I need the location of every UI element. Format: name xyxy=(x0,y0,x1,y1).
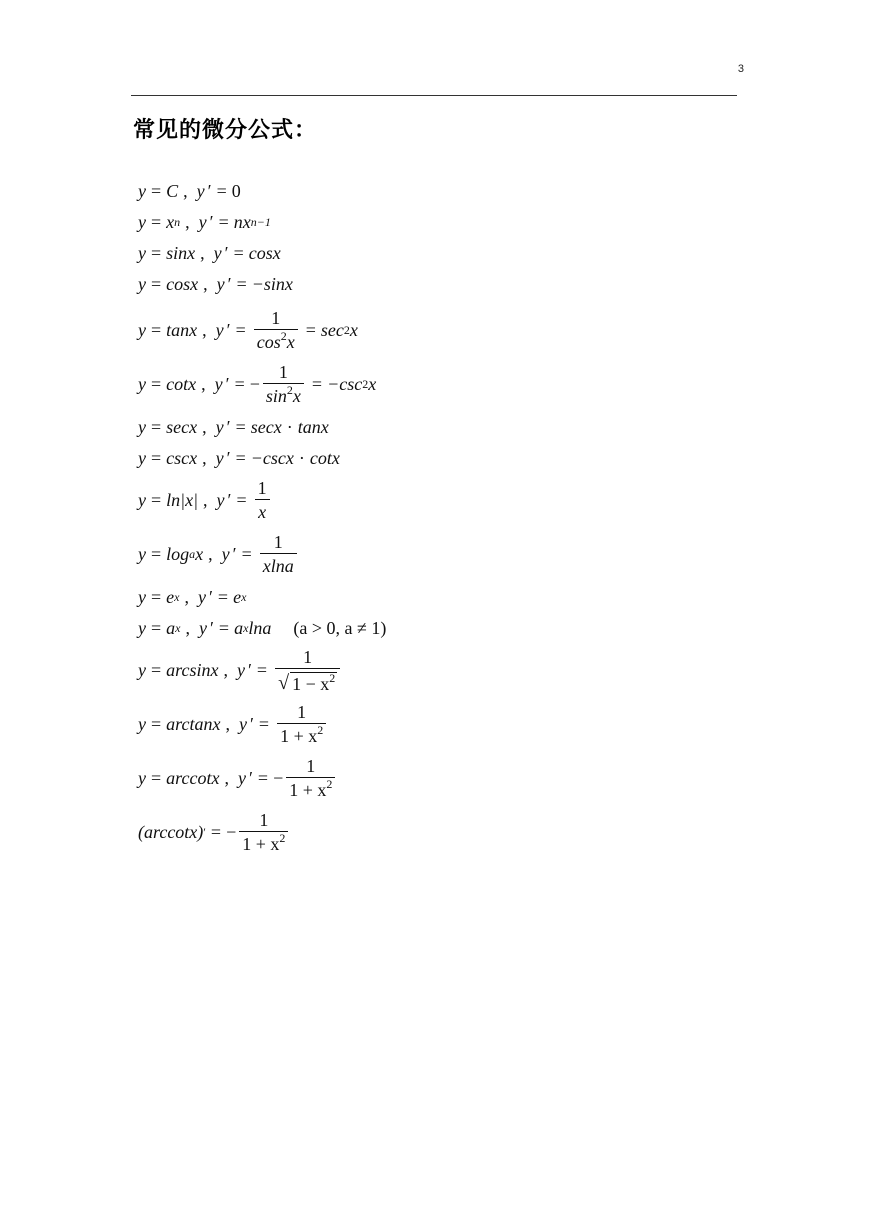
page-title: 常见的微分公式： xyxy=(133,118,318,143)
fraction: $\frac{1}{1 + x^2}$ xyxy=(286,757,335,799)
fraction: $\frac{1}{\cos^2x}$ xyxy=(254,309,298,351)
formula-csc: y = cscx , y ′ = −cscx · cotx xyxy=(138,447,340,468)
header-rule xyxy=(131,95,737,96)
formula-exp: y = e x , y ′ = e x xyxy=(138,586,247,607)
page-number: 3 xyxy=(737,63,744,75)
fraction: 1 √ $1 - x^2$ xyxy=(275,648,340,693)
formula-constant: y = C , y ′ = 0 xyxy=(138,180,241,201)
formula-cot: y = cotx , y ′ = − $\frac{1}{\sin^2x}$ = −csc 2 x xyxy=(138,362,377,406)
formula-power: y = x n , y ′ = nx n−1 xyxy=(138,211,271,232)
formula-log: y = log a x , y ′ = $\frac{1}{xlna}$ xyxy=(138,527,738,581)
formula-sin: y = sinx , y ′ = cosx xyxy=(138,242,281,263)
formula-arccot-prime: (arccotx) ′ = − $\frac{1}{1 + x^2}$ xyxy=(138,805,738,859)
formula-ln: y = ln|x| , y ′ = $\frac{1}{x}$ xyxy=(138,473,738,527)
fraction: $\frac{1}{xlna}$ xyxy=(260,533,297,575)
fraction: $\frac{1}{x}$ xyxy=(255,479,270,521)
formula-general-exp: y = a x , y ′ = a x lna (a > 0, a ≠ 1) xyxy=(138,617,387,638)
fraction: $\frac{1}{1 + x^2}$ xyxy=(239,811,288,853)
formula-tan: y = tanx , y ′ = $\frac{1}{\cos^2x}$ = sec 2 x xyxy=(138,308,358,352)
fraction: $\frac{1}{\sin^2x}$ xyxy=(263,363,304,405)
formula-arccot: y = arccotx , y ′ = − $\frac{1}{1 + x^2}$ xyxy=(138,751,738,805)
formula-sec: y = secx , y ′ = secx · tanx xyxy=(138,416,329,437)
square-root: √ $1 - x^2$ xyxy=(278,670,336,694)
formula-arcsin: y = arcsinx , y ′ = 1 √ $1 - x^2$ xyxy=(138,643,738,697)
fraction: $\frac{1}{1 + x^2}$ xyxy=(277,703,326,745)
formula-arctan: y = arctanx , y ′ = $\frac{1}{1 + x^2}$ xyxy=(138,697,738,751)
formula-cos: y = cosx , y ′ = −sinx xyxy=(138,273,293,294)
formula-list xyxy=(138,175,738,859)
